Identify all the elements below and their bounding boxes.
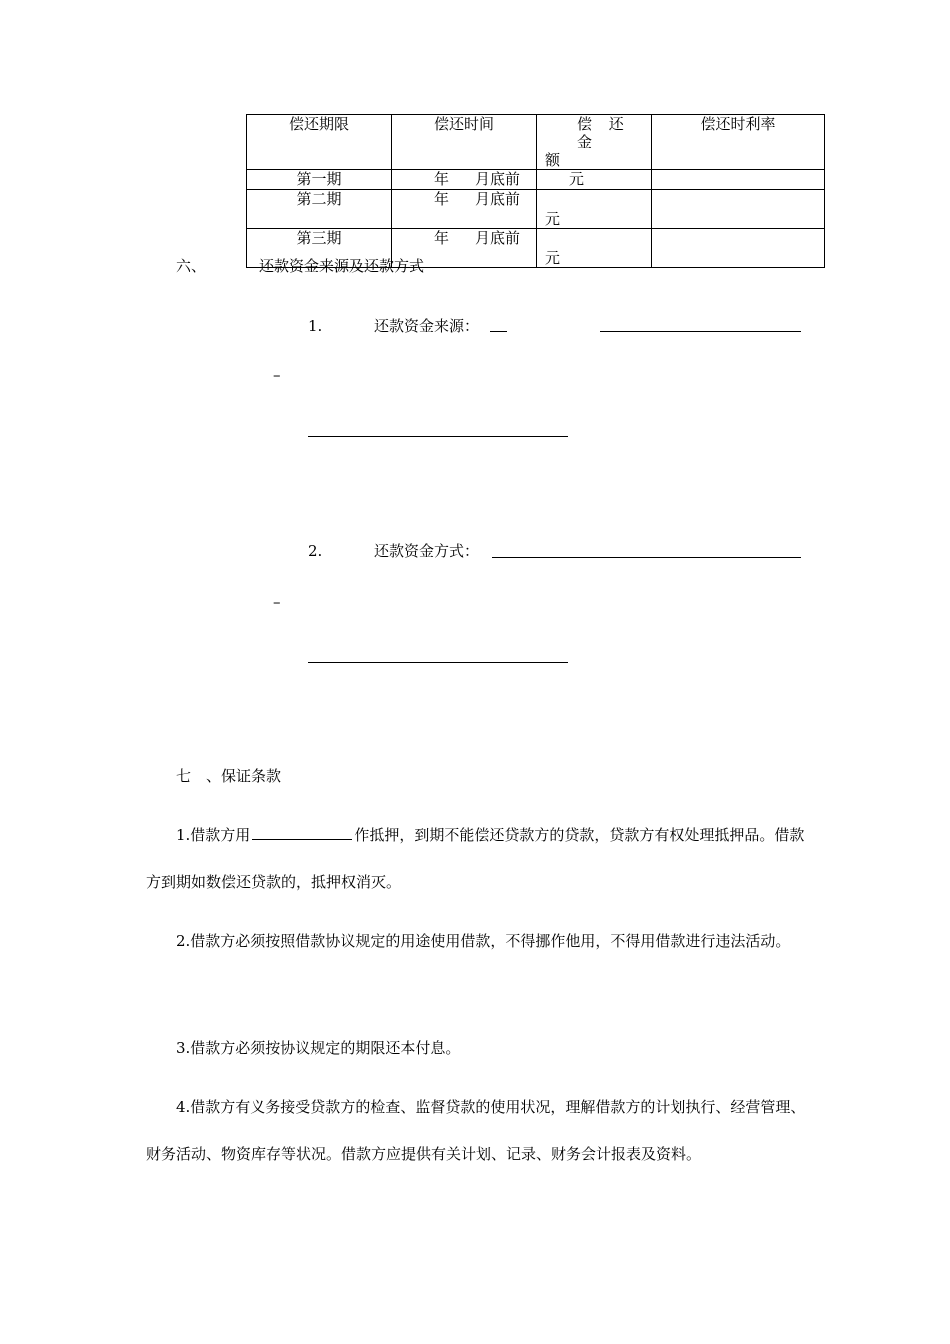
- item2-label: 还款资金方式：: [374, 542, 480, 560]
- rate-cell: [652, 190, 825, 229]
- table-row: [247, 170, 825, 190]
- unit-label: 元: [545, 210, 561, 228]
- item2-dash: –: [273, 593, 281, 611]
- item1-dash: –: [273, 366, 281, 384]
- table-header-row: [247, 115, 825, 170]
- year-label: 年: [434, 170, 450, 188]
- header-amount: [537, 115, 652, 170]
- repayment-schedule-table: [246, 114, 825, 268]
- item1-label: 还款资金来源：: [374, 317, 480, 335]
- clause-4: 4.借款方有义务接受贷款方的检查、监督贷款的使用状况，理解借款方的计划执行、经营管理、财务活动、物资库存等状况。借款方应提供有关计划、记录、财务会计报表及资料。: [146, 1098, 806, 1163]
- unit-label: 元: [545, 249, 561, 267]
- header-amount-line1: 偿 还 金: [577, 115, 630, 151]
- header-time: 偿还时间: [392, 115, 537, 170]
- clause-1: [146, 812, 816, 906]
- header-period: 偿还期限: [247, 115, 392, 170]
- item2-blank-line2[interactable]: [308, 662, 568, 663]
- year-label: 年: [434, 229, 450, 247]
- month-label: 月底前: [475, 190, 521, 208]
- header-rate: 偿还时利率: [652, 115, 825, 170]
- rate-cell: [652, 229, 825, 268]
- amount-cell: [537, 190, 652, 229]
- item1-blank-short[interactable]: [490, 331, 507, 332]
- collateral-blank[interactable]: [252, 825, 352, 840]
- item2-blank-line[interactable]: [492, 557, 801, 558]
- section6-number: 六、: [176, 257, 207, 275]
- period-cell: 第二期: [247, 190, 392, 229]
- item1-blank-line2[interactable]: [308, 436, 568, 437]
- item1-number: 1.: [308, 317, 323, 335]
- month-label: 月底前: [475, 170, 521, 188]
- month-label: 月底前: [475, 229, 521, 247]
- section6-title: 还款资金来源及还款方式: [259, 257, 425, 275]
- period-cell: 第一期: [247, 170, 392, 190]
- year-label: 年: [434, 190, 450, 208]
- item2-number: 2.: [308, 542, 323, 560]
- amount-cell: 元: [537, 170, 652, 190]
- clause-1-before: 1.借款方用: [176, 826, 251, 844]
- period-cell: 第三期: [247, 229, 392, 268]
- amount-cell: [537, 229, 652, 268]
- section7-title: 七 、保证条款: [176, 767, 282, 785]
- rate-cell: [652, 170, 825, 190]
- table-row: [247, 190, 825, 229]
- time-cell: [392, 170, 537, 190]
- item1-blank-line[interactable]: [600, 331, 801, 332]
- clause-3: 3.借款方必须按协议规定的期限还本付息。: [176, 1039, 461, 1057]
- header-amount-line2: 额: [545, 151, 561, 169]
- clause-1-after: 作抵押，到期不能偿还贷款方的贷款，贷款方有权处理抵押品。借款方到期如数偿还贷款的，抵押权消灭。: [146, 826, 805, 891]
- clause-2: 2.借款方必须按照借款协议规定的用途使用借款，不得挪作他用，不得用借款进行违法活动。: [176, 932, 791, 950]
- time-cell: [392, 190, 537, 229]
